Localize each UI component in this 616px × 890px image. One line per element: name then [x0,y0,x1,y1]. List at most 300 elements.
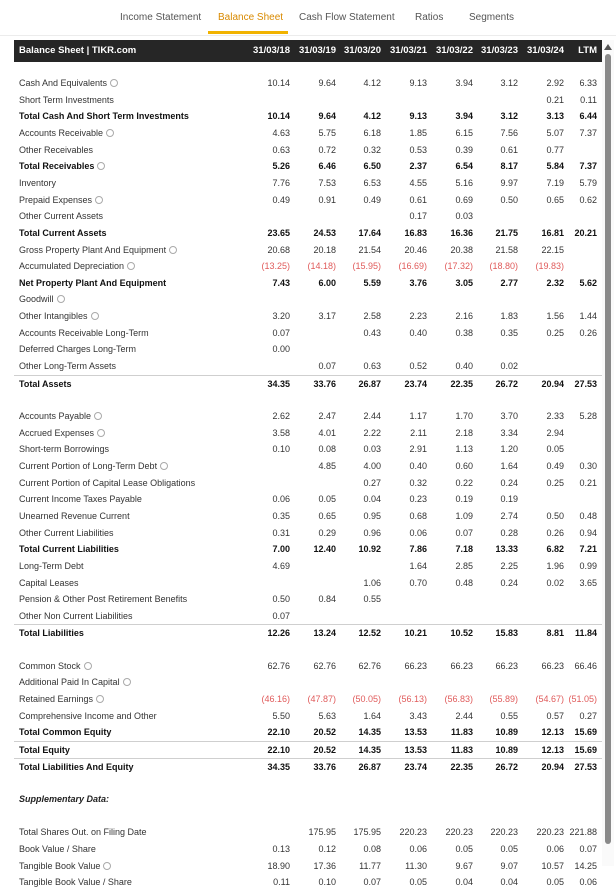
cell-value: 0.69 [455,194,473,205]
cell-value: 10.14 [267,111,290,122]
cell-value: 5.75 [318,127,336,138]
cell-value: 0.06 [409,843,427,854]
spacer-row [14,808,602,824]
cell-value: 20.52 [313,745,336,755]
cell-value: 0.96 [363,527,381,538]
cell-value: 27.53 [574,761,597,772]
cell-value: 0.11 [273,877,290,888]
cell-value: 1.09 [455,510,473,521]
cell-value: (51.05) [568,694,597,705]
cell-value: 1.85 [409,127,427,138]
cell-value: 20.46 [404,244,427,255]
cell-value: 13.33 [495,544,518,555]
cell-value: (15.95) [352,261,381,272]
cell-value: 3.94 [455,78,473,88]
cell-value: 4.55 [409,177,427,188]
cell-value: 9.64 [318,78,336,88]
cell-value: 0.05 [546,444,564,455]
cell-value: 0.07 [363,877,381,888]
cell-value: 6.53 [363,177,381,188]
info-icon[interactable] [84,662,92,670]
cell-value: 9.07 [500,860,518,871]
cell-value: 0.25 [546,327,564,338]
table-row [14,175,602,191]
cell-value: 0.08 [363,843,381,854]
cell-value: 8.81 [546,628,564,639]
cell-value: 7.18 [455,544,473,555]
cell-value: 0.48 [455,577,473,588]
cell-value: 2.32 [546,277,564,288]
cell-value: 10.21 [404,628,427,639]
cell-value: 6.33 [579,78,597,88]
info-icon[interactable] [160,462,168,470]
row-label: Other Current Liabilities [19,527,114,538]
cell-value: 27.53 [574,378,597,389]
cell-value: (50.05) [352,694,381,705]
period-header: LTM [578,45,597,56]
cell-value: 0.49 [546,460,564,471]
row-label: Deferred Charges Long-Term [19,344,137,355]
table-header [14,40,602,62]
table-row [14,441,602,457]
table-row [14,791,602,807]
table-row [14,158,602,174]
table-row [14,142,602,158]
cell-value: 0.35 [272,510,290,521]
tab-cash-flow-statement[interactable]: Cash Flow Statement [299,12,395,23]
cell-value: 6.82 [546,544,564,555]
row-label: Accounts Receivable Long-Term [19,327,149,338]
cell-value: 20.94 [541,761,564,772]
table-row [14,691,602,707]
info-icon[interactable] [96,695,104,703]
cell-value: 9.64 [318,111,336,122]
row-label: Other Current Assets [19,211,104,222]
cell-value: 3.12 [500,111,518,122]
cell-value: 0.03 [363,444,381,455]
cell-value: 2.47 [318,411,336,421]
cell-value: 0.19 [455,494,473,505]
cell-value: 4.01 [318,427,336,438]
cell-value: 6.44 [579,111,597,122]
cell-value: 1.20 [500,444,518,455]
cell-value: 15.69 [574,745,597,755]
spacer-row [14,391,602,407]
cell-value: 22.35 [450,378,473,389]
cell-value: 12.52 [358,628,381,639]
cell-value: 0.07 [272,610,290,621]
table-row [14,192,602,208]
cell-value: 0.12 [318,843,336,854]
cell-value: 2.11 [410,427,427,438]
cell-value: 66.23 [404,660,427,671]
cell-value: 62.76 [358,660,381,671]
cell-value: 3.65 [579,577,597,588]
cell-value: 0.48 [579,510,597,521]
cell-value: 13.53 [404,745,427,755]
row-label: Other Non Current Liabilities [19,610,133,621]
cell-value: 17.64 [358,227,381,238]
cell-value: (56.83) [444,694,473,705]
cell-value: 0.68 [409,510,427,521]
cell-value: 5.50 [272,710,290,721]
cell-value: 20.52 [313,727,336,738]
cell-value: 10.57 [541,860,564,871]
cell-value: 0.32 [409,477,427,488]
cell-value: 26.72 [495,378,518,389]
cell-value: 12.26 [267,628,290,639]
cell-value: 0.95 [363,510,381,521]
table-row [14,358,602,374]
cell-value: 26.72 [495,761,518,772]
row-label: Current Portion of Capital Lease Obligations [19,477,196,488]
row-label: Total Shares Out. on Filing Date [19,827,147,838]
table-row [14,575,602,591]
cell-value: 22.10 [267,727,290,738]
info-icon[interactable] [97,162,105,170]
table-row [14,624,602,641]
cell-value: 1.64 [409,560,427,571]
cell-value: 0.22 [455,477,473,488]
info-icon[interactable] [57,295,65,303]
cell-value: 0.30 [579,460,597,471]
cell-value: 20.21 [574,227,597,238]
cell-value: 4.12 [363,78,381,88]
cell-value: 7.53 [318,177,336,188]
cell-value: 11.83 [450,745,473,755]
cell-value: 0.49 [272,194,290,205]
table-row [14,92,602,108]
cell-value: 0.60 [455,460,473,471]
cell-value: 22.15 [541,244,564,255]
info-icon[interactable] [127,262,135,270]
cell-value: 21.54 [358,244,381,255]
row-label: Tangible Book Value [19,861,111,871]
table-row [14,308,602,324]
cell-value: 0.24 [500,477,518,488]
cell-value: 0.94 [579,527,597,538]
tab-ratios[interactable]: Ratios [415,12,444,23]
cell-value: 221.88 [569,827,597,838]
cell-value: 12.13 [541,727,564,738]
tab-segments[interactable]: Segments [469,12,515,23]
cell-value: 175.95 [353,827,381,838]
cell-value: 16.36 [450,227,473,238]
cell-value: 13.24 [313,628,336,639]
row-label: Other Long-Term Assets [19,361,117,372]
cell-value: 0.07 [318,361,336,372]
period-header: 31/03/18 [253,45,290,56]
tab-balance-sheet[interactable]: Balance Sheet [218,12,284,23]
cell-value: 0.55 [500,710,518,721]
table-row [14,841,602,857]
cell-value: 6.15 [455,127,473,138]
cell-value: 0.99 [579,560,597,571]
vertical-scrollbar[interactable] [602,40,614,866]
cell-value: 0.39 [455,144,473,155]
cell-value: 0.08 [318,444,336,455]
cell-value: 0.06 [272,494,290,505]
row-label: Tangible Book Value / Share [19,877,132,888]
cell-value: 2.33 [546,411,564,421]
cell-value: 2.94 [546,427,564,438]
cell-value: 13.53 [404,727,427,738]
cell-value: 9.97 [500,177,518,188]
cell-value: 0.43 [363,327,381,338]
cell-value: 2.58 [363,311,381,322]
table-row [14,558,602,574]
cell-value: 0.62 [579,194,597,205]
row-label: Net Property Plant And Equipment [19,277,167,288]
row-label: Retained Earnings [19,694,104,704]
row-label: Book Value / Share [19,843,96,854]
info-icon[interactable] [95,196,103,204]
row-label: Supplementary Data: [19,793,110,804]
cell-value: 2.85 [455,560,473,571]
cell-value: 17.36 [313,860,336,871]
cell-value: 0.10 [272,444,290,455]
cell-value: 7.37 [579,161,597,172]
cell-value: 6.18 [363,127,381,138]
cell-value: 0.23 [409,494,427,505]
cell-value: 4.12 [363,111,381,122]
cell-value: 22.10 [267,745,290,755]
cell-value: 66.23 [495,660,518,671]
cell-value: 3.70 [500,411,518,421]
cell-value: 0.57 [546,710,564,721]
info-icon[interactable] [103,862,111,870]
cell-value: 10.89 [495,745,518,755]
cell-value: 4.85 [318,460,336,471]
cell-value: 6.54 [455,161,473,172]
cell-value: 5.79 [579,177,597,188]
cell-value: 1.96 [546,560,564,571]
cell-value: 0.03 [455,211,473,222]
cell-value: 34.35 [267,761,290,772]
cell-value: 3.17 [318,311,336,322]
row-label: Total Common Equity [19,727,112,738]
cell-value: 175.95 [308,827,336,838]
cell-value: 0.21 [546,94,564,105]
cell-value: 24.53 [313,227,336,238]
balance-sheet-table [14,40,602,888]
cell-value: 0.07 [272,327,290,338]
cell-value: 0.04 [500,877,518,888]
info-icon[interactable] [169,246,177,254]
row-label: Current Portion of Long-Term Debt [19,461,168,471]
cell-value: 14.35 [358,745,381,755]
table-row [14,125,602,141]
cell-value: 2.16 [455,311,473,322]
cell-value: 3.05 [455,277,473,288]
info-icon[interactable] [94,412,102,420]
cell-value: 220.23 [536,827,564,838]
cell-value: 0.49 [363,194,381,205]
table-row [14,874,602,890]
cell-value: 2.77 [500,277,518,288]
cell-value: 0.52 [409,361,427,372]
row-label: Total Liabilities [19,628,84,639]
cell-value: 66.23 [450,660,473,671]
row-label: Total Cash And Short Term Investments [19,111,189,122]
cell-value: 2.44 [455,710,473,721]
table-row [14,108,602,124]
table-title: Balance Sheet | TIKR.com [19,45,137,56]
cell-value: 23.65 [267,227,290,238]
cell-value: 1.70 [455,411,473,421]
row-label: Short Term Investments [19,94,114,105]
cell-value: 0.50 [546,510,564,521]
scroll-thumb[interactable] [605,54,611,844]
row-label: Short-term Borrowings [19,444,110,455]
info-icon[interactable] [91,312,99,320]
table-row [14,674,602,690]
cell-value: 0.32 [363,144,381,155]
cell-value: 7.00 [272,544,290,555]
cell-value: 0.38 [455,327,473,338]
cell-value: 5.07 [546,127,564,138]
cell-value: 1.64 [363,710,381,721]
table-row [14,325,602,341]
cell-value: 22.35 [450,761,473,772]
info-icon[interactable] [110,79,118,87]
cell-value: 0.50 [500,194,518,205]
cell-value: (14.18) [307,261,336,272]
table-row [14,658,602,674]
cell-value: 26.87 [358,761,381,772]
table-row [14,458,602,474]
cell-value: 0.29 [318,527,336,538]
cell-value: 23.74 [404,761,427,772]
cell-value: 0.17 [409,211,427,222]
table-row [14,475,602,491]
cell-value: 0.70 [409,577,427,588]
row-label: Current Income Taxes Payable [19,494,142,505]
row-label: Total Liabilities And Equity [19,761,134,772]
cell-value: 14.35 [358,727,381,738]
cell-value: 0.65 [546,194,564,205]
cell-value: 5.28 [579,411,597,421]
cell-value: 2.74 [500,510,518,521]
cell-value: 4.00 [363,460,381,471]
cell-value: (19.83) [535,261,564,272]
cell-value: 10.14 [267,78,290,88]
cell-value: 3.76 [409,277,427,288]
cell-value: 18.90 [267,860,290,871]
cell-value: 5.16 [455,177,473,188]
cell-value: 7.76 [272,177,290,188]
row-label: Inventory [19,177,57,188]
info-icon[interactable] [97,429,105,437]
cell-value: 26.87 [358,378,381,389]
cell-value: 0.55 [363,594,381,605]
row-label: Accumulated Depreciation [19,261,135,271]
cell-value: (56.13) [398,694,427,705]
row-label: Long-Term Debt [19,560,84,571]
scroll-up-arrow-icon[interactable] [604,44,612,50]
cell-value: 2.92 [546,78,564,88]
cell-value: 21.75 [495,227,518,238]
table-row [14,291,602,307]
cell-value: 11.84 [574,628,597,639]
cell-value: 15.69 [574,727,597,738]
info-icon[interactable] [123,678,131,686]
cell-value: 14.25 [574,860,597,871]
cell-value: (16.69) [398,261,427,272]
table-row [14,758,602,775]
cell-value: 0.40 [455,361,473,372]
cell-value: 2.91 [409,444,427,455]
period-header: 31/03/21 [390,45,427,56]
cell-value: 0.11 [580,94,597,105]
cell-value: 0.06 [579,877,597,888]
cell-value: 3.94 [455,111,473,122]
cell-value: 0.65 [318,510,336,521]
cell-value: 2.62 [272,411,290,421]
cell-value: 2.18 [455,427,473,438]
row-label: Accounts Receivable [19,128,114,138]
table-row [14,741,602,758]
cell-value: (17.32) [444,261,473,272]
cell-value: 0.05 [455,843,473,854]
cell-value: (18.80) [489,261,518,272]
cell-value: 3.34 [500,427,518,438]
cell-value: 0.40 [409,460,427,471]
row-label: Cash And Equivalents [19,78,118,88]
cell-value: 0.04 [455,877,473,888]
row-label: Total Assets [19,378,72,389]
cell-value: 0.24 [500,577,518,588]
cell-value: 220.23 [490,827,518,838]
cell-value: 12.13 [541,745,564,755]
cell-value: 0.53 [409,144,427,155]
cell-value: 9.67 [455,860,473,871]
table-row [14,225,602,241]
cell-value: 0.00 [272,344,290,355]
cell-value: 7.21 [579,544,597,555]
cell-value: 0.72 [318,144,336,155]
info-icon[interactable] [106,129,114,137]
cell-value: 0.05 [409,877,427,888]
row-label: Pension & Other Post Retirement Benefits [19,594,188,605]
cell-value: 0.07 [579,843,597,854]
cell-value: 0.25 [546,477,564,488]
cell-value: 3.20 [272,311,290,322]
cell-value: 0.06 [409,527,427,538]
period-header: 31/03/20 [344,45,381,56]
cell-value: 0.27 [363,477,381,488]
cell-value: 1.06 [363,577,381,588]
row-label: Prepaid Expenses [19,195,103,205]
period-header: 31/03/22 [436,45,473,56]
spacer-row [14,641,602,657]
cell-value: 0.07 [455,527,473,538]
cell-value: 66.46 [574,660,597,671]
cell-value: 12.40 [313,544,336,555]
cell-value: 23.74 [404,378,427,389]
table-row [14,525,602,541]
spacer-row [14,774,602,790]
tab-income-statement[interactable]: Income Statement [120,12,202,23]
cell-value: 1.17 [409,411,427,421]
cell-value: 20.38 [450,244,473,255]
cell-value: 20.18 [313,244,336,255]
cell-value: 3.43 [409,710,427,721]
cell-value: 16.81 [541,227,564,238]
cell-value: 1.83 [500,311,518,322]
cell-value: 2.23 [409,311,427,322]
cell-value: 0.28 [500,527,518,538]
